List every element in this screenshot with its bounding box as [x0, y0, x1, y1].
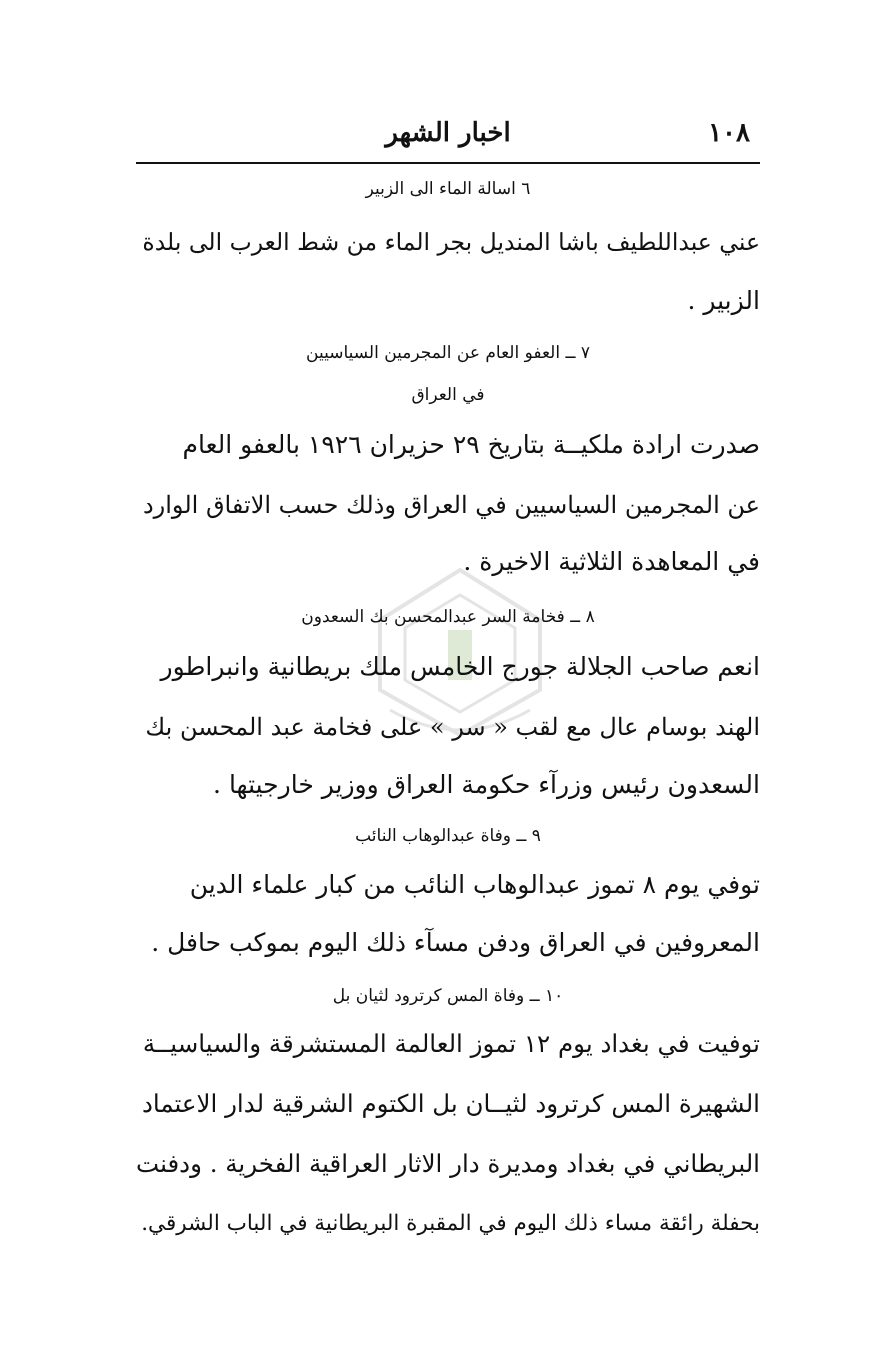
section-heading: ٨ ــ فخامة السر عبدالمحسن بك السعدون: [301, 607, 595, 627]
section-heading: ٧ ــ العفو العام عن المجرمين السياسيين: [306, 343, 590, 363]
paragraph-line: توفيت في بغداد يوم ١٢ تموز العالمة المستشرقة والسياسيــة: [142, 1029, 760, 1058]
paragraph-line: الزبير .: [687, 286, 760, 315]
paragraph-line: عني عبداللطيف باشا المنديل بجر الماء من شط العرب الى بلدة: [142, 228, 760, 256]
paragraph-line: انعم صاحب الجلالة جورج الخامس ملك بريطانية وانبراطور: [160, 652, 760, 681]
section-heading: ٦ اسالة الماء الى الزبير: [365, 179, 531, 199]
paragraph-line: عن المجرمين السياسيين في العراق وذلك حسب الاتفاق الوارد: [142, 491, 760, 519]
section-heading: في العراق: [411, 385, 485, 405]
paragraph-line: الهند بوسام عال مع لقب « سر » على فخامة عبد المحسن بك: [145, 713, 760, 741]
paragraph-line: المعروفين في العراق ودفن مسآء ذلك اليوم بموكب حافل .: [151, 928, 760, 957]
paragraph-line: بحفلة رائقة مساء ذلك اليوم في المقبرة البريطانية في الباب الشرقي.: [141, 1211, 760, 1236]
paragraph-line: البريطاني في بغداد ومديرة دار الاثار العراقية الفخرية . ودفنت: [136, 1149, 760, 1178]
header-rule: [136, 162, 760, 164]
section-heading: ١٠ ــ وفاة المس كرترود لثيان بل: [332, 986, 564, 1006]
section-heading: ٩ ــ وفاة عبدالوهاب النائب: [355, 826, 541, 846]
paragraph-line: السعدون رئيس وزرآء حكومة العراق ووزير خارجيتها .: [213, 770, 760, 799]
paragraph-line: في المعاهدة الثلاثية الاخيرة .: [463, 547, 760, 576]
page-header: [136, 112, 760, 162]
paragraph-line: توفي يوم ٨ تموز عبدالوهاب النائب من كبار علماء الدين: [189, 870, 760, 899]
page-number: ١٠٨: [708, 118, 750, 148]
running-title: اخبار الشهر: [385, 118, 511, 148]
paragraph-line: الشهيرة المس كرترود لثيــان بل الكتوم الشرقية لدار الاعتماد: [141, 1089, 760, 1118]
paragraph-line: صدرت ارادة ملكيــة بتاريخ ٢٩ حزيران ١٩٢٦ بالعفو العام: [182, 430, 760, 459]
